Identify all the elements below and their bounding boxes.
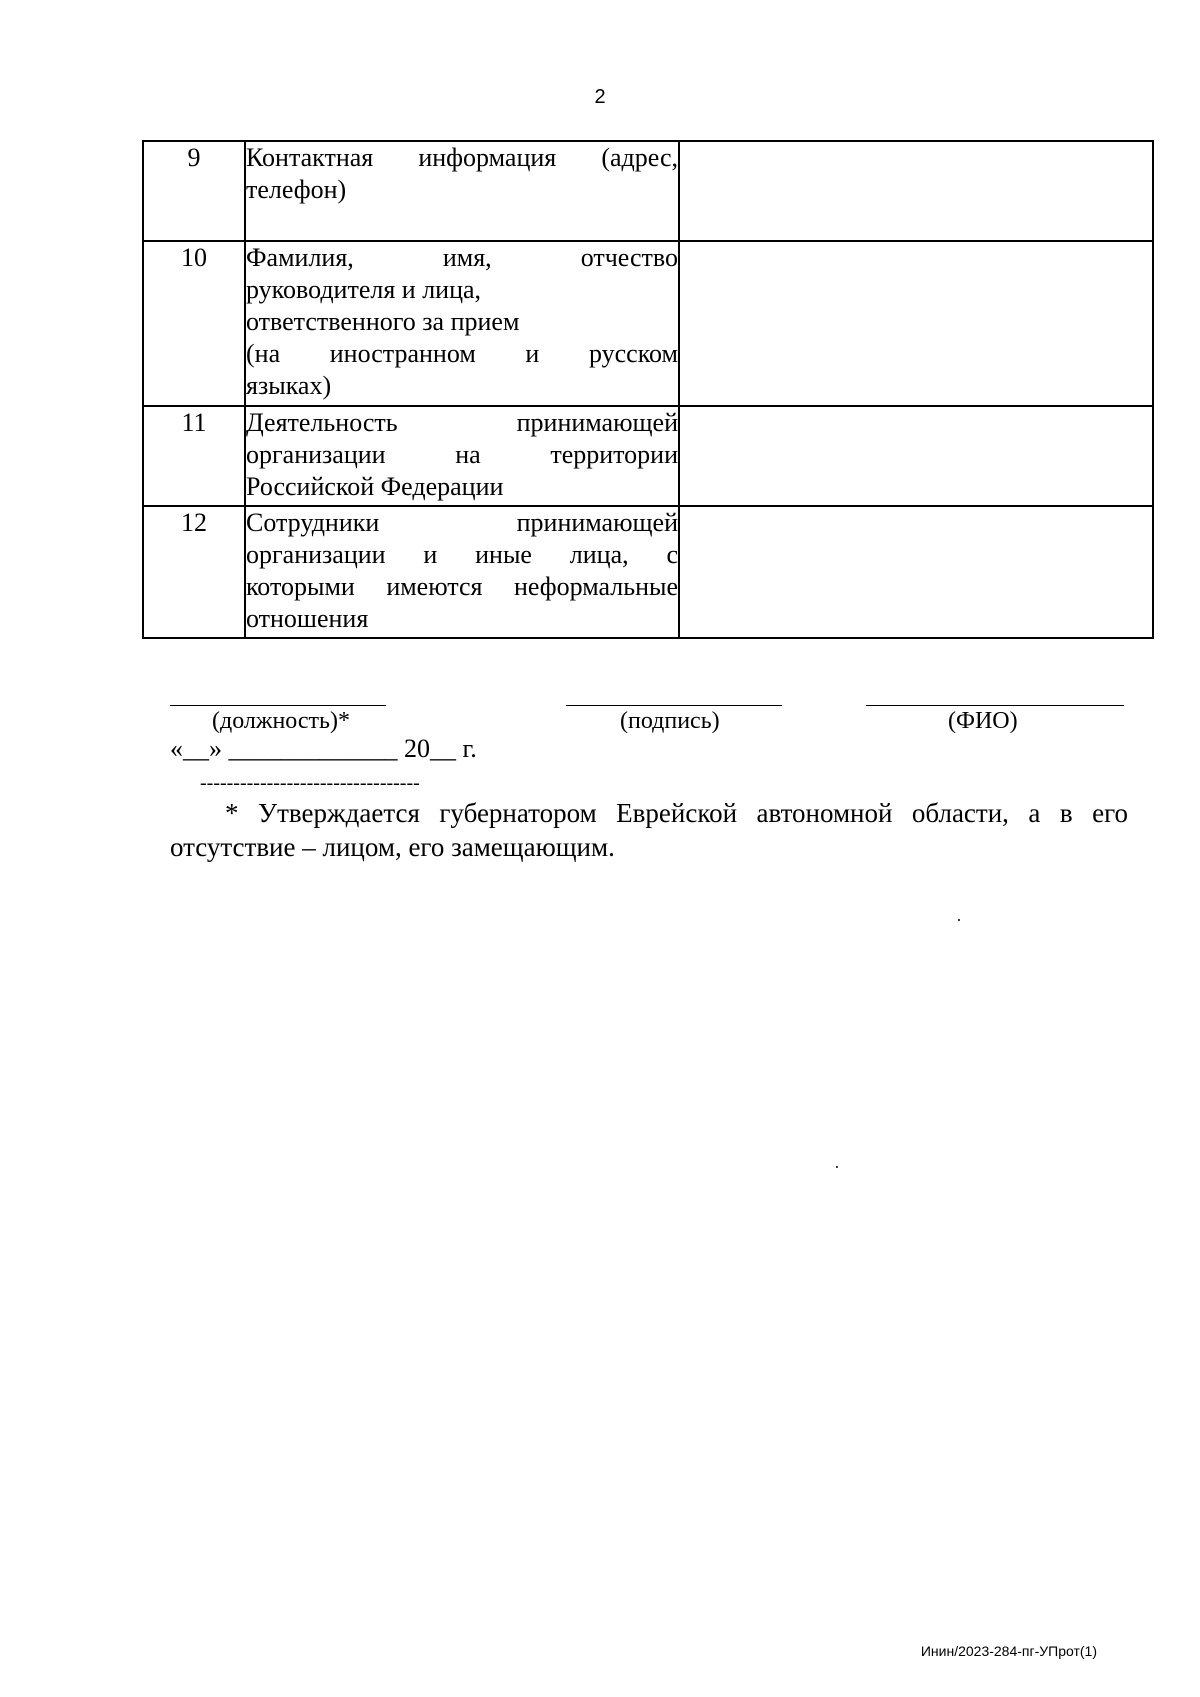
row-label-line: Российской Федерации [246, 472, 504, 501]
page-number: 2 [594, 86, 606, 108]
position-caption: (должность)* [212, 708, 350, 734]
row-value-field[interactable] [679, 141, 1153, 241]
table-row [143, 506, 1153, 638]
row-label-line: телефон) [246, 175, 347, 204]
row-label [245, 241, 679, 406]
footnote: * Утверждается губернатором Еврейской автономной области, а в его отсутствие – лицом, его замещающим. [170, 798, 1128, 862]
row-label-line: (на иностранном и русском [246, 339, 678, 368]
row-label [245, 141, 679, 241]
signature-line [566, 705, 782, 706]
row-label-line: Фамилия, имя, отчество [246, 243, 678, 272]
row-label-line: языках) [246, 371, 332, 400]
document-code: Инин/2023-284-пг-УПрот(1) [920, 1643, 1097, 1659]
row-label-line: Деятельность принимающей [246, 408, 678, 437]
row-label-line: руководителя и лица, [246, 275, 482, 304]
row-label-line: отношения [246, 604, 369, 633]
row-number: 9 [143, 141, 245, 241]
scan-dot [836, 1166, 838, 1168]
name-signature-line [866, 705, 1124, 706]
row-value-field[interactable] [679, 241, 1153, 406]
row-number: 11 [143, 406, 245, 506]
signature-caption: (подпись) [620, 708, 720, 734]
row-number: 12 [143, 506, 245, 638]
row-label-line: Сотрудники принимающей [246, 508, 678, 537]
row-value-field[interactable] [679, 406, 1153, 506]
info-table [142, 140, 1154, 639]
position-signature-line [170, 705, 386, 706]
row-label-line: организации и иные лица, с [246, 540, 678, 569]
table-row [143, 141, 1153, 241]
scan-dot [958, 919, 960, 921]
footnote-separator: --------------------------------- [200, 772, 420, 794]
row-label-line: ответственного за прием [246, 307, 520, 336]
row-value-field[interactable] [679, 506, 1153, 638]
name-caption: (ФИО) [948, 708, 1018, 734]
table-row [143, 406, 1153, 506]
date-line: «__» _____________ 20__ г. [170, 734, 477, 763]
row-number: 10 [143, 241, 245, 406]
row-label-line: Контактная информация (адрес, [246, 143, 678, 172]
row-label-line: организации на территории [246, 440, 678, 469]
table-row [143, 241, 1153, 406]
row-label-line: которыми имеются неформальные [246, 572, 678, 601]
row-label [245, 406, 679, 506]
row-label [245, 506, 679, 638]
